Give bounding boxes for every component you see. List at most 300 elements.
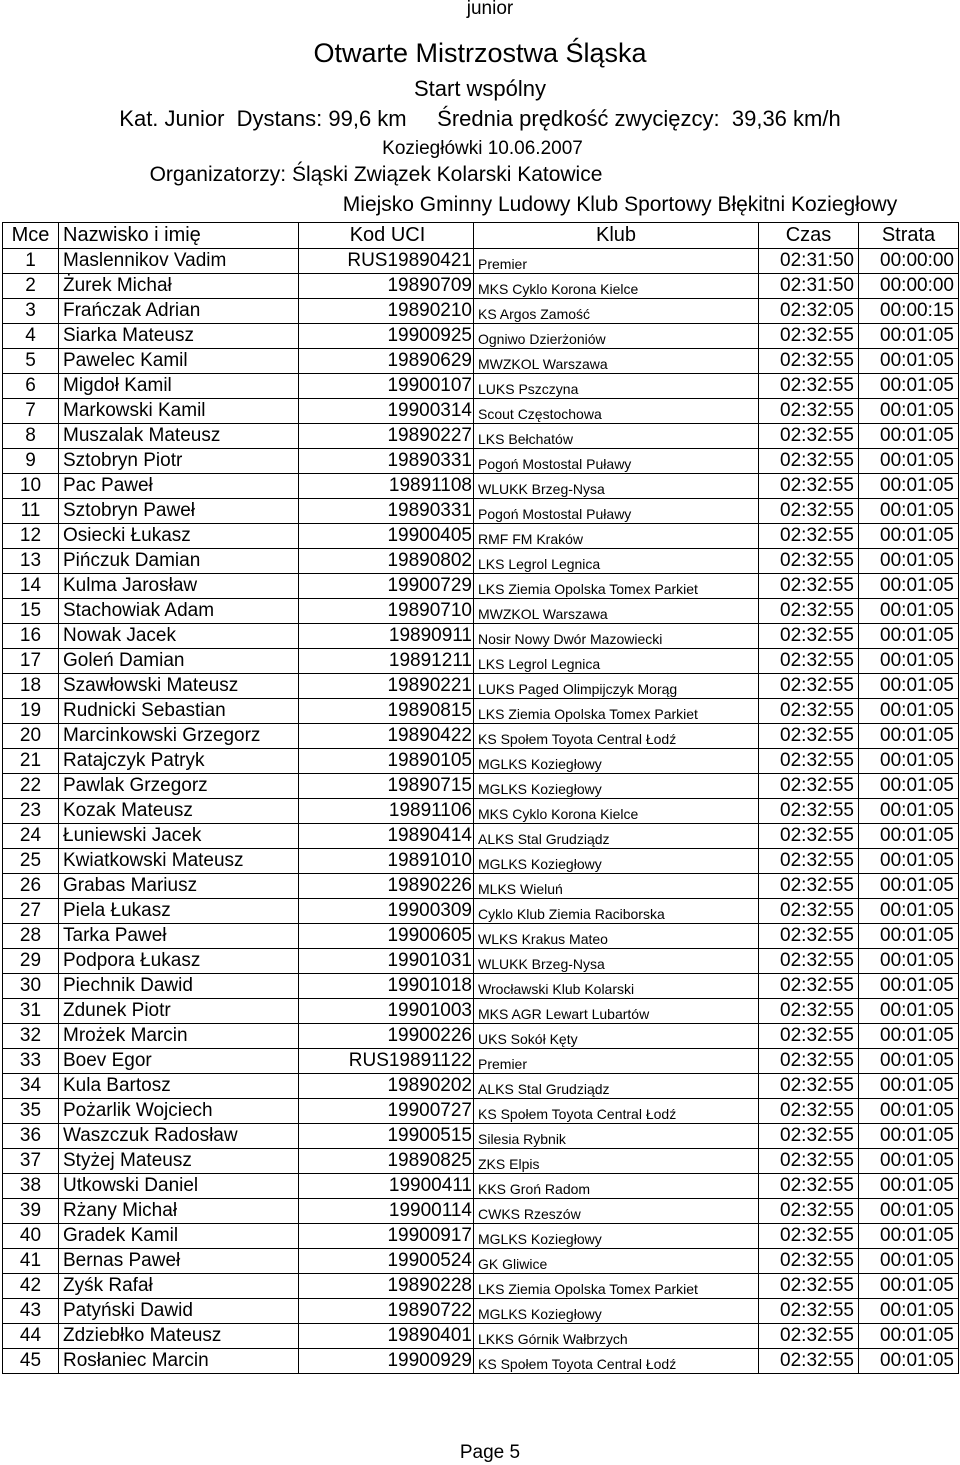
cell-position: 16	[3, 624, 59, 649]
cell-position: 33	[3, 1049, 59, 1074]
cell-rider-name: Podpora Łukasz	[59, 949, 299, 974]
cell-position: 15	[3, 599, 59, 624]
table-row	[3, 949, 959, 974]
cell-position: 22	[3, 774, 59, 799]
table-row	[3, 574, 959, 599]
cell-gap: 00:01:05	[859, 999, 959, 1024]
cell-time: 02:32:55	[759, 524, 859, 549]
cell-rider-name: Frańczak Adrian	[59, 299, 299, 324]
cell-position: 28	[3, 924, 59, 949]
table-row	[3, 1224, 959, 1249]
cell-position: 31	[3, 999, 59, 1024]
table-row	[3, 624, 959, 649]
cell-gap: 00:01:05	[859, 449, 959, 474]
cell-club: Premier	[474, 1049, 759, 1074]
cell-uci-code: 19900226	[299, 1024, 474, 1049]
cell-position: 1	[3, 249, 59, 274]
cell-time: 02:32:55	[759, 1149, 859, 1174]
cell-gap: 00:01:05	[859, 1074, 959, 1099]
cell-position: 23	[3, 799, 59, 824]
cell-time: 02:32:55	[759, 349, 859, 374]
table-row	[3, 924, 959, 949]
cell-position: 17	[3, 649, 59, 674]
cell-club: ALKS Stal Grudziądz	[474, 1074, 759, 1099]
cell-club: GK Gliwice	[474, 1249, 759, 1274]
cell-position: 35	[3, 1099, 59, 1124]
cell-uci-code: 19901031	[299, 949, 474, 974]
cell-time: 02:32:55	[759, 324, 859, 349]
cell-uci-code: 19890226	[299, 874, 474, 899]
cell-gap: 00:01:05	[859, 974, 959, 999]
cell-rider-name: Kula Bartosz	[59, 1074, 299, 1099]
table-row	[3, 549, 959, 574]
cell-uci-code: 19890227	[299, 424, 474, 449]
cell-position: 12	[3, 524, 59, 549]
cell-time: 02:32:55	[759, 549, 859, 574]
cell-position: 27	[3, 899, 59, 924]
cell-time: 02:32:55	[759, 799, 859, 824]
cell-rider-name: Maslennikov Vadim	[59, 249, 299, 274]
cell-club: MKS AGR Lewart Lubartów	[474, 999, 759, 1024]
column-header-time: Czas	[759, 223, 859, 249]
cell-rider-name: Grabas Mariusz	[59, 874, 299, 899]
cell-club: LKS Legrol Legnica	[474, 649, 759, 674]
cell-position: 41	[3, 1249, 59, 1274]
cell-gap: 00:01:05	[859, 1299, 959, 1324]
cell-uci-code: 19890629	[299, 349, 474, 374]
table-row	[3, 799, 959, 824]
cell-gap: 00:01:05	[859, 599, 959, 624]
column-header-club: Klub	[474, 223, 759, 249]
cell-gap: 00:01:05	[859, 674, 959, 699]
cell-club: ZKS Elpis	[474, 1149, 759, 1174]
cell-position: 45	[3, 1349, 59, 1374]
cell-gap: 00:01:05	[859, 874, 959, 899]
cell-club: LKS Ziemia Opolska Tomex Parkiet	[474, 1274, 759, 1299]
cell-time: 02:32:55	[759, 474, 859, 499]
cell-uci-code: 19901018	[299, 974, 474, 999]
cell-uci-code: 19891106	[299, 799, 474, 824]
cell-club: MWZKOL Warszawa	[474, 599, 759, 624]
cell-position: 20	[3, 724, 59, 749]
race-date-line: Koziegłówki 10.06.2007	[382, 138, 583, 159]
cell-club: MKS Cyklo Korona Kielce	[474, 274, 759, 299]
cell-uci-code: 19890722	[299, 1299, 474, 1324]
cell-rider-name: Rżany Michał	[59, 1199, 299, 1224]
cell-position: 29	[3, 949, 59, 974]
column-header-position: Mce	[3, 223, 59, 249]
cell-uci-code: 19890105	[299, 749, 474, 774]
cell-uci-code: 19891108	[299, 474, 474, 499]
results-table	[2, 222, 959, 1374]
cell-gap: 00:01:05	[859, 1349, 959, 1374]
cell-time: 02:32:55	[759, 1024, 859, 1049]
cell-time: 02:32:55	[759, 1124, 859, 1149]
cell-time: 02:32:55	[759, 1049, 859, 1074]
table-row	[3, 874, 959, 899]
cell-club: LUKS Paged Olimpijczyk Morąg	[474, 674, 759, 699]
cell-club: Silesia Rybnik	[474, 1124, 759, 1149]
cell-uci-code: 19890401	[299, 1324, 474, 1349]
cell-position: 26	[3, 874, 59, 899]
cell-position: 5	[3, 349, 59, 374]
cell-club: MWZKOL Warszawa	[474, 349, 759, 374]
cell-rider-name: Sztobryn Paweł	[59, 499, 299, 524]
table-row	[3, 499, 959, 524]
cell-time: 02:32:55	[759, 499, 859, 524]
cell-position: 2	[3, 274, 59, 299]
cell-rider-name: Piela Łukasz	[59, 899, 299, 924]
cell-rider-name: Styżej Mateusz	[59, 1149, 299, 1174]
cell-position: 4	[3, 324, 59, 349]
cell-gap: 00:01:05	[859, 624, 959, 649]
cell-uci-code: RUS19891122	[299, 1049, 474, 1074]
cell-position: 36	[3, 1124, 59, 1149]
table-row	[3, 649, 959, 674]
cell-rider-name: Łuniewski Jacek	[59, 824, 299, 849]
category-tag: junior	[466, 0, 514, 19]
cell-club: LKS Bełchatów	[474, 424, 759, 449]
cell-gap: 00:01:05	[859, 724, 959, 749]
cell-gap: 00:01:05	[859, 799, 959, 824]
cell-rider-name: Zyśk Rafał	[59, 1274, 299, 1299]
cell-rider-name: Gradek Kamil	[59, 1224, 299, 1249]
cell-position: 3	[3, 299, 59, 324]
cell-rider-name: Muszalak Mateusz	[59, 424, 299, 449]
organizers-line-2: Miejsko Gminny Ludowy Klub Sportowy Błękitni Koziegłowy	[342, 193, 898, 216]
cell-gap: 00:01:05	[859, 574, 959, 599]
cell-position: 24	[3, 824, 59, 849]
cell-rider-name: Nowak Jacek	[59, 624, 299, 649]
table-row	[3, 849, 959, 874]
table-header-row	[3, 223, 959, 249]
table-row	[3, 1099, 959, 1124]
cell-gap: 00:01:05	[859, 474, 959, 499]
cell-club: WLUKK Brzeg-Nysa	[474, 949, 759, 974]
cell-time: 02:32:55	[759, 399, 859, 424]
cell-gap: 00:01:05	[859, 349, 959, 374]
cell-rider-name: Ratajczyk Patryk	[59, 749, 299, 774]
cell-uci-code: 19901003	[299, 999, 474, 1024]
table-row	[3, 1274, 959, 1299]
cell-uci-code: 19900405	[299, 524, 474, 549]
cell-club: MLKS Wieluń	[474, 874, 759, 899]
cell-gap: 00:01:05	[859, 399, 959, 424]
cell-club: MGLKS Koziegłowy	[474, 1224, 759, 1249]
table-row	[3, 524, 959, 549]
cell-gap: 00:01:05	[859, 424, 959, 449]
cell-club: MGLKS Koziegłowy	[474, 749, 759, 774]
cell-time: 02:32:55	[759, 674, 859, 699]
column-header-name: Nazwisko i imię	[59, 223, 299, 249]
cell-rider-name: Pac Paweł	[59, 474, 299, 499]
cell-rider-name: Kozak Mateusz	[59, 799, 299, 824]
cell-position: 10	[3, 474, 59, 499]
cell-time: 02:32:55	[759, 974, 859, 999]
cell-rider-name: Sztobryn Piotr	[59, 449, 299, 474]
cell-time: 02:32:55	[759, 1249, 859, 1274]
cell-time: 02:31:50	[759, 249, 859, 274]
table-row	[3, 824, 959, 849]
table-row	[3, 699, 959, 724]
cell-club: KKS Groń Radom	[474, 1174, 759, 1199]
page-title: Otwarte Mistrzostwa Śląska	[313, 38, 647, 68]
table-row	[3, 1149, 959, 1174]
cell-club: CWKS Rzeszów	[474, 1199, 759, 1224]
cell-position: 34	[3, 1074, 59, 1099]
cell-rider-name: Rosłaniec Marcin	[59, 1349, 299, 1374]
cell-club: UKS Sokół Kęty	[474, 1024, 759, 1049]
table-row	[3, 749, 959, 774]
cell-gap: 00:01:05	[859, 1199, 959, 1224]
cell-gap: 00:01:05	[859, 1099, 959, 1124]
cell-club: KS Społem Toyota Central Łodź	[474, 724, 759, 749]
cell-rider-name: Zdunek Piotr	[59, 999, 299, 1024]
cell-position: 6	[3, 374, 59, 399]
organizers-line-1: Organizatorzy: Śląski Związek Kolarski Katowice	[149, 163, 603, 186]
cell-gap: 00:01:05	[859, 1224, 959, 1249]
cell-gap: 00:01:05	[859, 699, 959, 724]
cell-gap: 00:01:05	[859, 774, 959, 799]
cell-time: 02:32:55	[759, 999, 859, 1024]
cell-gap: 00:01:05	[859, 324, 959, 349]
cell-rider-name: Bernas Paweł	[59, 1249, 299, 1274]
cell-position: 39	[3, 1199, 59, 1224]
cell-club: LKS Legrol Legnica	[474, 549, 759, 574]
cell-rider-name: Piechnik Dawid	[59, 974, 299, 999]
cell-uci-code: 19890802	[299, 549, 474, 574]
table-row	[3, 424, 959, 449]
table-row	[3, 1349, 959, 1374]
cell-club: LUKS Pszczyna	[474, 374, 759, 399]
cell-time: 02:32:55	[759, 1274, 859, 1299]
cell-club: WLUKK Brzeg-Nysa	[474, 474, 759, 499]
cell-gap: 00:01:05	[859, 499, 959, 524]
cell-uci-code: 19890825	[299, 1149, 474, 1174]
cell-gap: 00:01:05	[859, 374, 959, 399]
table-row	[3, 999, 959, 1024]
cell-rider-name: Zdziebłko Mateusz	[59, 1324, 299, 1349]
cell-rider-name: Migdoł Kamil	[59, 374, 299, 399]
cell-time: 02:32:55	[759, 599, 859, 624]
cell-uci-code: 19890221	[299, 674, 474, 699]
cell-club: MGLKS Koziegłowy	[474, 849, 759, 874]
table-row	[3, 599, 959, 624]
cell-rider-name: Markowski Kamil	[59, 399, 299, 424]
cell-uci-code: 19900925	[299, 324, 474, 349]
table-row	[3, 299, 959, 324]
cell-club: LKS Ziemia Opolska Tomex Parkiet	[474, 574, 759, 599]
table-row	[3, 1174, 959, 1199]
cell-gap: 00:00:15	[859, 299, 959, 324]
cell-club: Pogoń Mostostal Puławy	[474, 449, 759, 474]
cell-club: Cyklo Klub Ziemia Raciborska	[474, 899, 759, 924]
table-row	[3, 1199, 959, 1224]
cell-position: 42	[3, 1274, 59, 1299]
cell-uci-code: 19890911	[299, 624, 474, 649]
cell-time: 02:32:55	[759, 924, 859, 949]
cell-time: 02:32:55	[759, 749, 859, 774]
cell-position: 44	[3, 1324, 59, 1349]
cell-rider-name: Tarka Paweł	[59, 924, 299, 949]
cell-club: WLKS Krakus Mateo	[474, 924, 759, 949]
cell-gap: 00:01:05	[859, 549, 959, 574]
cell-uci-code: 19900524	[299, 1249, 474, 1274]
cell-time: 02:32:55	[759, 949, 859, 974]
cell-rider-name: Pawelec Kamil	[59, 349, 299, 374]
cell-rider-name: Goleń Damian	[59, 649, 299, 674]
cell-position: 8	[3, 424, 59, 449]
cell-rider-name: Utkowski Daniel	[59, 1174, 299, 1199]
cell-position: 7	[3, 399, 59, 424]
cell-gap: 00:01:05	[859, 1124, 959, 1149]
cell-time: 02:32:55	[759, 374, 859, 399]
table-row	[3, 899, 959, 924]
cell-club: Scout Częstochowa	[474, 399, 759, 424]
cell-time: 02:32:55	[759, 724, 859, 749]
cell-time: 02:32:55	[759, 1324, 859, 1349]
cell-uci-code: 19890815	[299, 699, 474, 724]
cell-gap: 00:00:00	[859, 274, 959, 299]
cell-uci-code: RUS19890421	[299, 249, 474, 274]
cell-rider-name: Rudnicki Sebastian	[59, 699, 299, 724]
cell-time: 02:32:55	[759, 1099, 859, 1124]
cell-club: KS Społem Toyota Central Łodź	[474, 1099, 759, 1124]
cell-club: ALKS Stal Grudziądz	[474, 824, 759, 849]
cell-rider-name: Osiecki Łukasz	[59, 524, 299, 549]
cell-time: 02:32:55	[759, 624, 859, 649]
cell-gap: 00:01:05	[859, 749, 959, 774]
race-type: Start wspólny	[413, 76, 547, 101]
cell-uci-code: 19900515	[299, 1124, 474, 1149]
table-row	[3, 774, 959, 799]
cell-rider-name: Boev Egor	[59, 1049, 299, 1074]
cell-position: 37	[3, 1149, 59, 1174]
cell-position: 30	[3, 974, 59, 999]
table-row	[3, 249, 959, 274]
cell-uci-code: 19900729	[299, 574, 474, 599]
cell-uci-code: 19900107	[299, 374, 474, 399]
cell-uci-code: 19900727	[299, 1099, 474, 1124]
cell-club: MGLKS Koziegłowy	[474, 774, 759, 799]
cell-uci-code: 19900605	[299, 924, 474, 949]
cell-uci-code: 19890202	[299, 1074, 474, 1099]
cell-uci-code: 19890331	[299, 449, 474, 474]
cell-gap: 00:01:05	[859, 924, 959, 949]
cell-time: 02:32:55	[759, 824, 859, 849]
cell-rider-name: Żurek Michał	[59, 274, 299, 299]
cell-uci-code: 19900314	[299, 399, 474, 424]
cell-position: 11	[3, 499, 59, 524]
cell-club: LKKS Górnik Wałbrzych	[474, 1324, 759, 1349]
cell-club: MGLKS Koziegłowy	[474, 1299, 759, 1324]
cell-club: Ogniwo Dzierżoniów	[474, 324, 759, 349]
cell-time: 02:32:55	[759, 1199, 859, 1224]
cell-time: 02:32:55	[759, 1224, 859, 1249]
cell-gap: 00:01:05	[859, 1024, 959, 1049]
cell-uci-code: 19890715	[299, 774, 474, 799]
cell-gap: 00:01:05	[859, 899, 959, 924]
table-row	[3, 474, 959, 499]
cell-uci-code: 19890210	[299, 299, 474, 324]
cell-uci-code: 19900411	[299, 1174, 474, 1199]
table-row	[3, 1124, 959, 1149]
cell-rider-name: Stachowiak Adam	[59, 599, 299, 624]
cell-rider-name: Pawlak Grzegorz	[59, 774, 299, 799]
cell-position: 9	[3, 449, 59, 474]
table-row	[3, 349, 959, 374]
cell-position: 19	[3, 699, 59, 724]
cell-uci-code: 19890414	[299, 824, 474, 849]
table-row	[3, 399, 959, 424]
cell-position: 18	[3, 674, 59, 699]
cell-time: 02:32:55	[759, 649, 859, 674]
cell-club: RMF FM Kraków	[474, 524, 759, 549]
table-row	[3, 724, 959, 749]
cell-gap: 00:01:05	[859, 524, 959, 549]
cell-rider-name: Siarka Mateusz	[59, 324, 299, 349]
race-info-line: Kat. Junior Dystans: 99,6 km Średnia prędkość zwycięzcy: 39,36 km/h	[119, 106, 841, 131]
cell-rider-name: Waszczuk Radosław	[59, 1124, 299, 1149]
cell-time: 02:31:50	[759, 274, 859, 299]
table-row	[3, 1074, 959, 1099]
cell-rider-name: Szawłowski Mateusz	[59, 674, 299, 699]
cell-gap: 00:01:05	[859, 824, 959, 849]
table-row	[3, 1324, 959, 1349]
cell-position: 40	[3, 1224, 59, 1249]
cell-gap: 00:00:00	[859, 249, 959, 274]
cell-time: 02:32:55	[759, 574, 859, 599]
cell-rider-name: Kwiatkowski Mateusz	[59, 849, 299, 874]
cell-gap: 00:01:05	[859, 1149, 959, 1174]
cell-position: 14	[3, 574, 59, 599]
cell-time: 02:32:55	[759, 1349, 859, 1374]
table-row	[3, 1249, 959, 1274]
table-row	[3, 1299, 959, 1324]
table-row	[3, 674, 959, 699]
cell-club: MKS Cyklo Korona Kielce	[474, 799, 759, 824]
cell-uci-code: 19890709	[299, 274, 474, 299]
cell-position: 43	[3, 1299, 59, 1324]
cell-club: LKS Ziemia Opolska Tomex Parkiet	[474, 699, 759, 724]
page-number: Page 5	[459, 1442, 521, 1463]
cell-club: KS Argos Zamość	[474, 299, 759, 324]
table-row	[3, 274, 959, 299]
cell-uci-code: 19900929	[299, 1349, 474, 1374]
cell-uci-code: 19900917	[299, 1224, 474, 1249]
cell-position: 32	[3, 1024, 59, 1049]
cell-uci-code: 19890710	[299, 599, 474, 624]
cell-rider-name: Patyński Dawid	[59, 1299, 299, 1324]
cell-time: 02:32:55	[759, 874, 859, 899]
cell-position: 38	[3, 1174, 59, 1199]
cell-position: 21	[3, 749, 59, 774]
cell-uci-code: 19900309	[299, 899, 474, 924]
table-row	[3, 449, 959, 474]
cell-rider-name: Kulma Jarosław	[59, 574, 299, 599]
cell-time: 02:32:55	[759, 1174, 859, 1199]
cell-position: 13	[3, 549, 59, 574]
cell-gap: 00:01:05	[859, 1174, 959, 1199]
cell-time: 02:32:55	[759, 1299, 859, 1324]
cell-uci-code: 19891010	[299, 849, 474, 874]
cell-uci-code: 19900114	[299, 1199, 474, 1224]
cell-time: 02:32:55	[759, 699, 859, 724]
table-row	[3, 1049, 959, 1074]
table-row	[3, 374, 959, 399]
cell-gap: 00:01:05	[859, 1249, 959, 1274]
cell-rider-name: Marcinkowski Grzegorz	[59, 724, 299, 749]
